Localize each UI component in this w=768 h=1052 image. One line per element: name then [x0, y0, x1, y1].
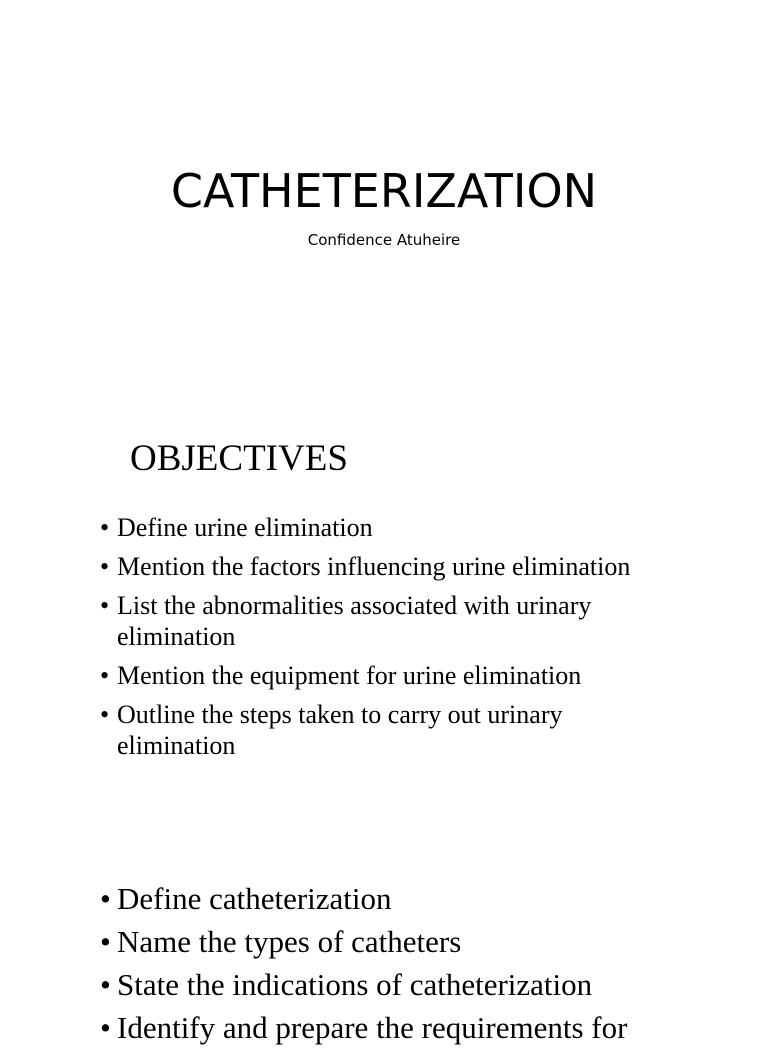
list-item [100, 1009, 680, 1047]
bullet-icon: • [100, 661, 110, 690]
list-item-text: Outline the steps taken to carry out urinary elimination [117, 700, 563, 760]
slide-title: CATHETERIZATION [170, 164, 598, 218]
list-item-text: Mention the equipment for urine elimination [117, 661, 582, 690]
list-item [100, 880, 680, 918]
list-item [100, 923, 680, 961]
list-item-text: State the indications of catheterization [117, 967, 593, 1002]
bullet-icon: • [100, 700, 110, 729]
list-item-text: Name the types of catheters [117, 924, 462, 959]
list-item-text: Define catheterization [117, 881, 392, 916]
third-slide-list [100, 880, 680, 1052]
slide-author: Confidence Atuheire [307, 231, 461, 249]
list-item [100, 590, 660, 652]
list-item-text: Mention the factors influencing urine elimination [117, 552, 631, 581]
bullet-icon: • [100, 513, 110, 542]
bullet-icon: • [100, 1010, 111, 1045]
list-item [100, 660, 660, 691]
objectives-heading: OBJECTIVES [130, 438, 348, 479]
list-item-text: List the abnormalities associated with urinary elimination [117, 591, 592, 651]
list-item-text: Identify and prepare the requirements for [117, 1010, 628, 1045]
list-item [100, 966, 680, 1004]
bullet-icon: • [100, 924, 111, 959]
bullet-icon: • [100, 967, 111, 1002]
list-item [100, 551, 660, 582]
list-item [100, 512, 660, 543]
list-item-text: Define urine elimination [117, 513, 373, 542]
bullet-icon: • [100, 552, 110, 581]
bullet-icon: • [100, 591, 110, 620]
list-item [100, 699, 660, 761]
objectives-list [100, 512, 660, 769]
bullet-icon: • [100, 881, 111, 916]
